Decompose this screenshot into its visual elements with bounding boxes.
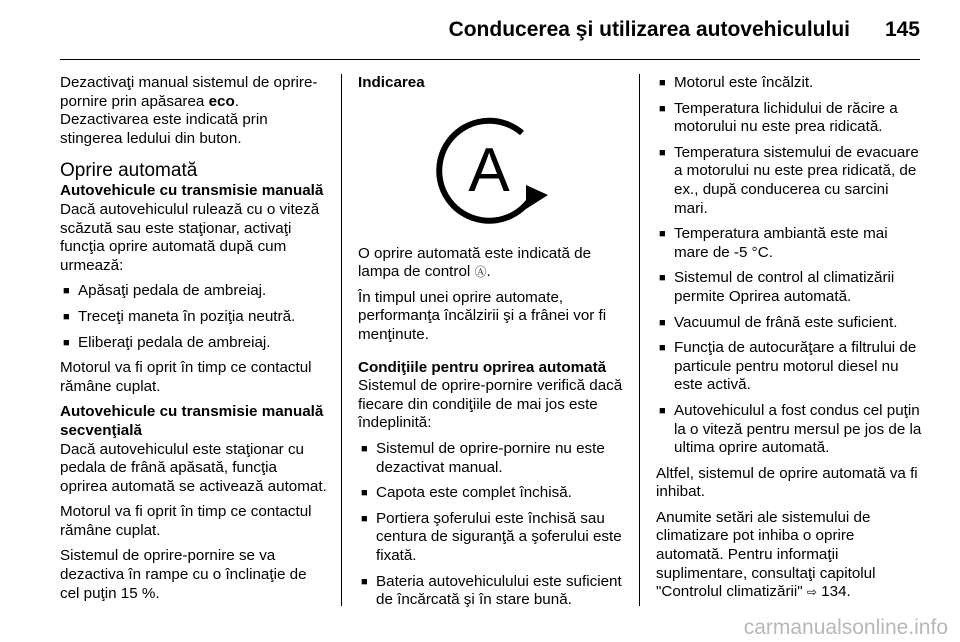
header-rule — [60, 59, 920, 60]
section-heading-auto-stop: Oprire automată — [60, 160, 198, 182]
auto-stop-indicator-figure — [358, 109, 620, 229]
subheading-manual-transmission: Autovehicule cu transmisie manuală — [60, 182, 324, 200]
paragraph-engine-stopped: Motorul va fi oprit în timp ce contactul rămâne cuplat. — [60, 359, 312, 395]
bullet-icon: ■ — [659, 404, 666, 417]
list-item: ■ Portiera şoferului este închisă sau centura de siguranţă a şoferului este fixată. — [361, 509, 622, 564]
bullet-icon: ■ — [659, 146, 666, 159]
bullet-icon: ■ — [659, 272, 666, 285]
column-divider-1 — [341, 74, 342, 606]
bullet-icon: ■ — [63, 336, 70, 349]
activation-steps-list — [60, 282, 328, 352]
list-item: ■ Sistemul de oprire-pornire nu este dezactivat manual. — [361, 439, 605, 476]
subheading-sequential-transmission: Autovehicule cu transmisie manuală secvenţială — [60, 403, 324, 439]
manual-deactivation-paragraph: Dezactivaţi manual sistemul de oprire-pornire prin apăsarea eco. Dezactivarea este indicată prin stingerea ledului din buton. — [60, 74, 318, 147]
list-item: ■ Treceţi maneta în poziţia neutră. — [63, 307, 296, 325]
list-item: ■ Motorul este încălzit. — [659, 74, 814, 91]
paragraph-ramp-deactivation: Sistemul de oprire-pornire se va dezactiva în rampe cu o înclinaţie de cel puţin 15 %. — [60, 547, 307, 602]
list-item: ■ Temperatura ambiantă este mai mare de -5 °C. — [659, 225, 888, 261]
list-item: ■ Autovehiculul a fost condus cel puţin la o viteză pentru mersul pe jos de la ultima oprire automată. — [659, 401, 922, 457]
bullet-icon: ■ — [659, 316, 666, 329]
chapter-title: Conducerea şi utilizarea autovehiculului — [448, 18, 850, 41]
list-item: ■ Sistemul de control al climatizării permite Oprirea automată. — [659, 269, 895, 305]
paragraph-inhibited: Altfel, sistemul de oprire automată va fi inhibat. — [656, 464, 918, 501]
page-header — [60, 14, 920, 54]
bullet-icon: ■ — [63, 285, 70, 298]
bullet-icon: ■ — [63, 310, 70, 323]
paragraph-engine-stopped-2: Motorul va fi oprit în timp ce contactul rămâne cuplat. — [60, 503, 312, 539]
control-lamp-icon: Ⓐ — [474, 265, 487, 280]
list-item: ■ Vacuumul de frână este suficient. — [659, 313, 898, 331]
paragraph-activation-intro: Dacă autovehiculul rulează cu o viteză scăzută sau este staţionar, activaţi funcţia oprire automată după cum urmează: — [60, 200, 320, 274]
list-item: ■ Temperatura sistemului de evacuare a motorului nu este prea ridicată, de ex., după conducerea cu sarcini mari. — [659, 143, 919, 217]
column-divider-2 — [639, 74, 640, 606]
column-3 — [656, 74, 924, 609]
list-item: ■ Capota este complet închisă. — [361, 484, 572, 502]
subheading-conditions: Condiţiile pentru oprirea automată — [358, 358, 607, 376]
watermark: carmanualsonline.info — [743, 616, 948, 639]
column-1 — [60, 74, 328, 610]
bullet-icon: ■ — [659, 228, 666, 241]
eco-label: eco — [208, 92, 235, 110]
bullet-icon: ■ — [659, 342, 666, 355]
paragraph-climate-reference: Anumite setări ale sistemului de climatizare pot inhiba o oprire automată. Pentru informaţii suplimentare, consultaţi capitolul "Controlul climatizării" ⇨ 134. — [656, 508, 876, 601]
conditions-list — [358, 440, 626, 610]
list-item: ■ Apăsaţi pedala de ambreiaj. — [63, 282, 267, 300]
conditions-list-continued — [656, 74, 924, 458]
bullet-icon: ■ — [659, 77, 666, 89]
svg-text:A: A — [468, 135, 510, 205]
paragraph-performance: În timpul unei oprire automate, performanţa încălzirii şi a frânei vor fi menţinute. — [358, 288, 607, 343]
page-number: 145 — [884, 18, 920, 41]
list-item: ■ Eliberaţi pedala de ambreiaj. — [63, 333, 271, 351]
bullet-icon: ■ — [361, 487, 368, 500]
subheading-indication: Indicarea — [358, 74, 425, 91]
bullet-icon: ■ — [361, 512, 368, 525]
list-item: ■ Bateria autovehiculului este suficient de încărcată şi în stare bună. — [361, 572, 622, 609]
page-reference-arrow-icon[interactable]: ⇨ — [806, 585, 817, 600]
paragraph-sequential-activation: Dacă autovehiculul este staţionar cu pedala de frână apăsată, funcţia oprirea automată se activează automat. — [60, 440, 327, 495]
bullet-icon: ■ — [361, 442, 368, 455]
paragraph-conditions-intro: Sistemul de oprire-pornire verifică dacă fiecare din condiţiile de mai jos este îndeplinită: — [358, 377, 623, 432]
column-2 — [358, 74, 626, 617]
list-item: ■ Temperatura lichidului de răcire a motorului nu este prea ridicată. — [659, 99, 898, 136]
paragraph-indicator: O oprire automată este indicată de lampa de control Ⓐ. — [358, 244, 592, 281]
bullet-icon: ■ — [659, 102, 666, 115]
page-reference-link[interactable]: 134. — [816, 583, 851, 601]
list-item: ■ Funcţia de autocurăţare a filtrului de particule pentru motorul diesel nu este activă. — [659, 339, 917, 394]
bullet-icon: ■ — [361, 575, 368, 588]
auto-stop-a-icon — [358, 109, 620, 229]
